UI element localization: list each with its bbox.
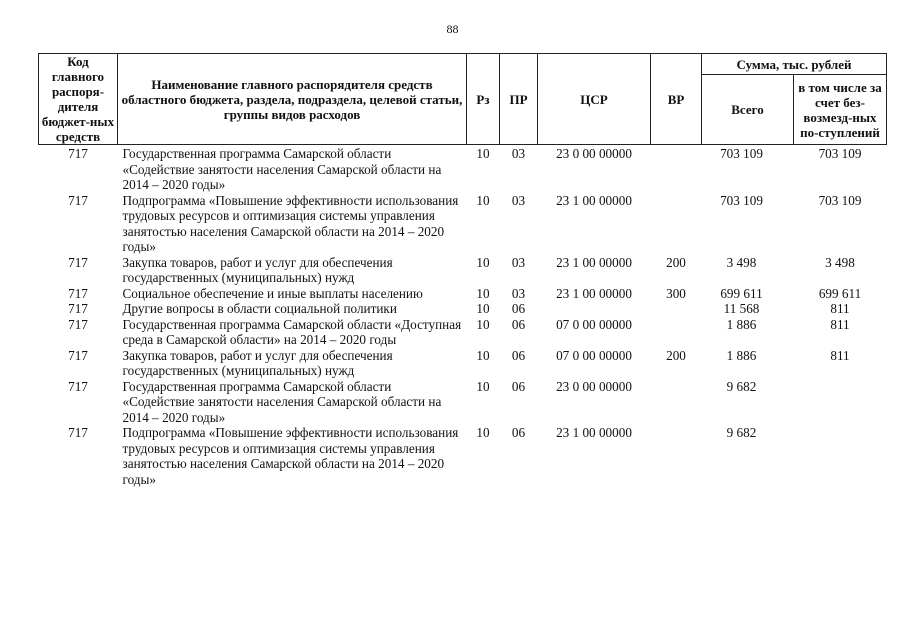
cell-rz: 10 [476, 316, 490, 332]
budget-table [38, 53, 887, 487]
cell-csr: 07 0 00 00000 [556, 316, 632, 332]
cell-pr: 06 [511, 301, 526, 316]
cell-csr: 23 1 00 00000 [556, 254, 632, 270]
table-row [39, 348, 887, 379]
cell-free: 699 611 [818, 285, 862, 301]
cell-code: 717 [68, 285, 88, 301]
cell-free [794, 425, 887, 487]
cell-csr: 23 1 00 00000 [556, 285, 632, 301]
cell-csr: 23 1 00 00000 [556, 192, 632, 208]
cell-code: 717 [68, 425, 88, 440]
cell-total: 703 109 [720, 146, 763, 161]
cell-code: 717 [68, 254, 88, 270]
cell-name: Подпрограмма «Повышение эффективности использования трудовых ресурсов и оптимизация системы управления занятостью населения Самарской области на 2014 – 2020 годы» [122, 192, 459, 254]
cell-name: Другие вопросы в области социальной политики [122, 301, 397, 316]
table-body [39, 145, 887, 488]
cell-csr: 23 0 00 00000 [556, 378, 632, 394]
cell-name: Государственная программа Самарской области «Содействие занятости населения Самарской области на 2014 – 2020 годы» [122, 378, 442, 425]
cell-free: 703 109 [818, 146, 862, 161]
table-row [39, 379, 887, 426]
table-row [39, 425, 887, 487]
cell-name: Государственная программа Самарской области «Доступная среда в Самарской области» на 2014 – 2020 годы [122, 316, 462, 347]
header-free: в том числе за счет без-возмезд-ных по-ступлений [794, 75, 887, 145]
cell-code: 717 [68, 301, 88, 316]
cell-name: Подпрограмма «Повышение эффективности использования трудовых ресурсов и оптимизация системы управления занятостью населения Самарской области на 2014 – 2020 годы» [122, 425, 459, 487]
header-sum: Сумма, тыс. рублей [702, 54, 887, 75]
cell-vr [651, 317, 702, 348]
table-row [39, 145, 887, 193]
cell-pr: 06 [511, 378, 526, 394]
cell-rz: 10 [476, 347, 490, 363]
cell-total: 11 568 [723, 301, 760, 316]
cell-rz: 10 [476, 425, 490, 440]
cell-csr: 23 1 00 00000 [556, 425, 632, 440]
cell-vr [651, 425, 702, 487]
cell-vr [651, 145, 702, 193]
header-total: Всего [702, 75, 794, 145]
cell-total: 699 611 [720, 285, 763, 301]
cell-pr: 03 [511, 254, 526, 270]
cell-name: Закупка товаров, работ и услуг для обеспечения государственных (муниципальных) нужд [122, 347, 393, 378]
cell-total: 9 682 [726, 425, 757, 440]
cell-pr: 03 [511, 192, 526, 208]
table-row [39, 286, 887, 302]
cell-pr: 06 [511, 316, 526, 332]
cell-rz: 10 [476, 192, 490, 208]
cell-csr: 07 0 00 00000 [556, 347, 632, 363]
cell-vr [651, 193, 702, 255]
cell-free: 3 498 [825, 254, 855, 270]
cell-rz: 10 [476, 301, 490, 316]
cell-total: 9 682 [726, 378, 757, 394]
cell-free: 703 109 [818, 192, 862, 208]
cell-pr: 06 [511, 347, 526, 363]
header-pr: ПР [500, 54, 538, 145]
cell-rz: 10 [476, 146, 490, 161]
cell-csr [538, 301, 651, 317]
cell-free: 811 [830, 301, 850, 316]
cell-vr: 200 [666, 254, 686, 270]
table-row [39, 255, 887, 286]
header-code: Код главного распоря-дителя бюджет-ных средств [39, 54, 118, 145]
cell-vr: 300 [666, 285, 686, 301]
cell-total: 1 886 [726, 316, 757, 332]
cell-csr: 23 0 00 00000 [556, 146, 632, 161]
cell-free: 811 [830, 347, 850, 363]
cell-code: 717 [68, 316, 88, 332]
cell-vr [651, 379, 702, 426]
cell-name: Социальное обеспечение и иные выплаты населению [122, 285, 423, 301]
cell-name: Государственная программа Самарской области «Содействие занятости населения Самарской области на 2014 – 2020 годы» [122, 146, 442, 192]
table-row [39, 301, 887, 317]
table-row [39, 317, 887, 348]
cell-rz: 10 [476, 285, 490, 301]
cell-pr: 03 [511, 146, 526, 161]
cell-rz: 10 [476, 378, 490, 394]
table-row [39, 193, 887, 255]
cell-total: 3 498 [726, 254, 757, 270]
page-number: 88 [446, 22, 459, 36]
cell-code: 717 [68, 347, 88, 363]
cell-name: Закупка товаров, работ и услуг для обеспечения государственных (муниципальных) нужд [122, 254, 393, 285]
cell-pr: 06 [511, 425, 526, 440]
cell-pr: 03 [511, 285, 526, 301]
cell-free [794, 379, 887, 426]
header-name: Наименование главного распорядителя средств областного бюджета, раздела, подраздела, целевой статьи, группы видов расходов [118, 54, 467, 145]
header-csr: ЦСР [538, 54, 651, 145]
cell-total: 1 886 [726, 347, 757, 363]
cell-vr [651, 301, 702, 317]
cell-code: 717 [68, 146, 88, 161]
cell-vr: 200 [666, 347, 686, 363]
header-rz: Рз [467, 54, 500, 145]
cell-rz: 10 [476, 254, 490, 270]
cell-total: 703 109 [720, 192, 763, 208]
cell-code: 717 [68, 192, 88, 208]
cell-code: 717 [68, 378, 88, 394]
cell-free: 811 [830, 316, 850, 332]
header-vr: ВР [651, 54, 702, 145]
